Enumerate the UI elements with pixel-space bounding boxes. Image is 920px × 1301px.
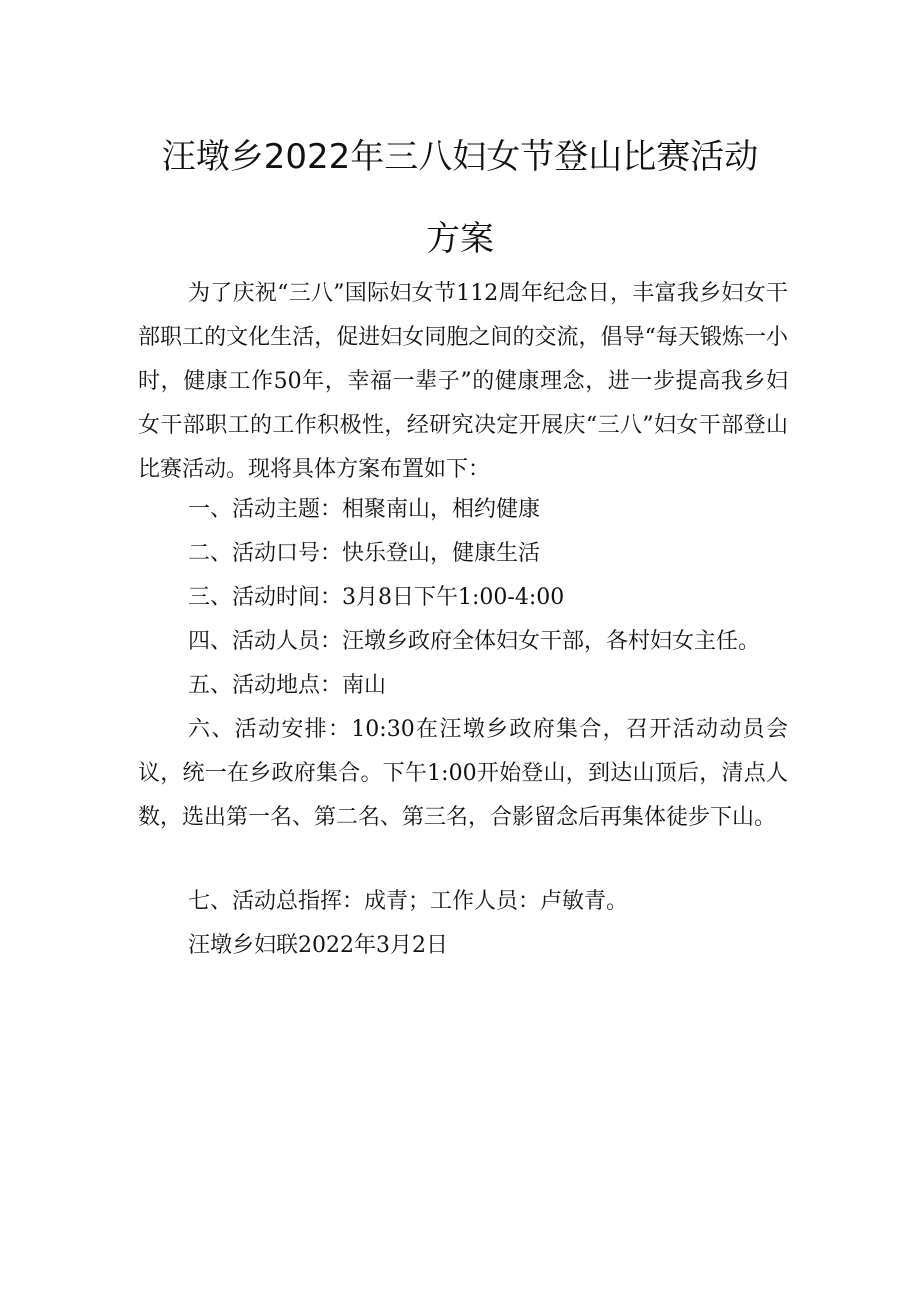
- item-slogan: 二、活动口号：快乐登山，健康生活: [188, 541, 541, 566]
- document-title-line2: 方案: [426, 219, 494, 259]
- intro-paragraph: 为了庆祝“三八”国际妇女节112周年纪念日，丰富我乡妇女干部职工的文化生活，促进妇女同胞之间的交流，倡导“每天锻炼一小时，健康工作50年，幸福一辈子”的健康理念，进一步提高我乡妇女干部职工的工作积极性，经研究决定开展庆“三八”妇女干部登山比赛活动。现将具体方案布置如下：: [138, 281, 788, 482]
- item-time: 三、活动时间：3月8日下午1:00-4:00: [188, 585, 565, 610]
- item-commander: 七、活动总指挥：成青；工作人员：卢敏青。: [188, 889, 629, 914]
- item-participants: 四、活动人员：汪墩乡政府全体妇女干部，各村妇女主任。: [188, 629, 761, 654]
- item-arrangement: 六、活动安排：10:30在汪墩乡政府集合，召开活动动员会议，统一在乡政府集合。下午1:00开始登山，到达山顶后，清点人数，选出第一名、第二名、第三名，合影留念后再集体徒步下山。: [138, 717, 788, 830]
- item-location: 五、活动地点：南山: [188, 673, 387, 698]
- document-title-line1: 汪墩乡2022年三八妇女节登山比赛活动: [161, 137, 759, 177]
- item-theme: 一、活动主题：相聚南山，相约健康: [188, 497, 541, 522]
- signature-line: 汪墩乡妇联2022年3月2日: [188, 933, 448, 958]
